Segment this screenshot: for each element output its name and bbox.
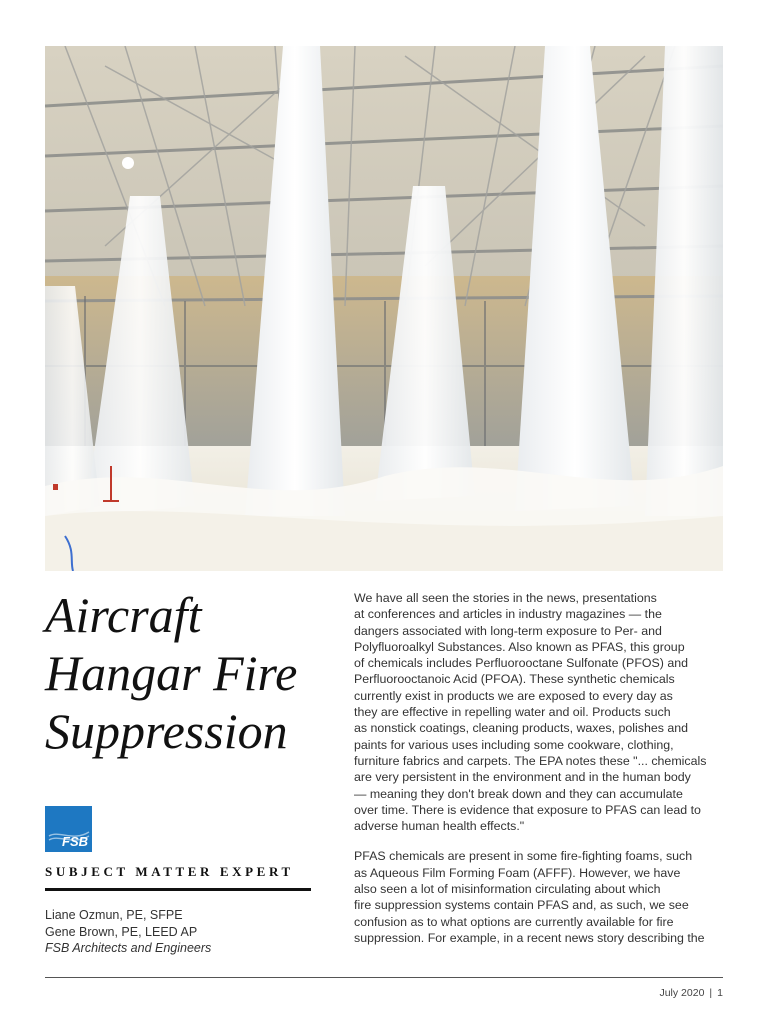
text-line: — meaning they don't break down and they can accumulate: [354, 786, 683, 801]
text-line: also seen a lot of misinformation circulating about which: [354, 882, 661, 897]
text-line: as nonstick coatings, cleaning products, waxes, polishes and: [354, 721, 689, 736]
text-line: Polyfluoroalkyl Substances. Also known as PFAS, this group: [354, 639, 685, 654]
footer-divider: [45, 977, 723, 978]
paragraph-2: [354, 848, 726, 946]
section-divider: [45, 888, 311, 891]
footer-separator: |: [709, 987, 713, 999]
text-line: fire suppression systems contain PFAS and, as such, we see: [354, 898, 689, 913]
text-line: confusion as to what options are currently available for fire: [354, 914, 674, 929]
text-line: currently exist in products we are exposed to every day as: [354, 688, 673, 703]
title-line-1: Aircraft: [45, 587, 202, 643]
logo-wordmark: FSB: [62, 834, 88, 849]
author-1: Liane Ozmun, PE, SFPE: [45, 908, 183, 922]
text-line: at conferences and articles in industry magazines — the: [354, 607, 662, 622]
paragraph-1: [354, 590, 726, 834]
text-line: as Aqueous Film Forming Foam (AFFF). However, we have: [354, 865, 681, 880]
text-line: dangers associated with long-term exposure to Per- and: [354, 623, 662, 638]
text-line: are very persistent in the environment and in the human body: [354, 770, 691, 785]
body-column: [354, 590, 726, 960]
footer-date: July 2020: [659, 987, 705, 999]
author-firm: FSB Architects and Engineers: [45, 941, 212, 955]
text-line: of chemicals includes Perfluorooctane Sulfonate (PFOS) and: [354, 656, 689, 671]
text-line: Perfluorooctanoic Acid (PFOA). These synthetic chemicals: [354, 672, 675, 687]
text-line: they are effective in repelling water and oil. Products such: [354, 705, 671, 720]
text-line: furniture fabrics and carpets. The EPA notes these "... chemicals: [354, 753, 707, 768]
title-line-2: Hangar Fire: [45, 645, 298, 701]
fsb-logo: [45, 806, 92, 852]
text-line: PFAS chemicals are present in some fire-fighting foams, such: [354, 849, 693, 864]
title-line-3: Suppression: [45, 703, 288, 759]
text-line: We have all seen the stories in the news, presentations: [354, 591, 657, 605]
page-number: 1: [717, 987, 723, 999]
author-2: Gene Brown, PE, LEED AP: [45, 924, 198, 939]
author-block: [45, 907, 325, 957]
page-footer: [659, 987, 723, 999]
section-label: SUBJECT MATTER EXPERT: [45, 864, 294, 879]
text-line: adverse human health effects.": [354, 819, 525, 834]
text-line: over time. There is evidence that exposure to PFAS can lead to: [354, 802, 701, 817]
text-line: paints for various uses including some cookware, clothing,: [354, 737, 674, 752]
text-line: suppression. For example, in a recent news story describing the: [354, 930, 705, 945]
hero-photo-hangar-foam: [45, 46, 723, 571]
article-title: [45, 586, 335, 760]
